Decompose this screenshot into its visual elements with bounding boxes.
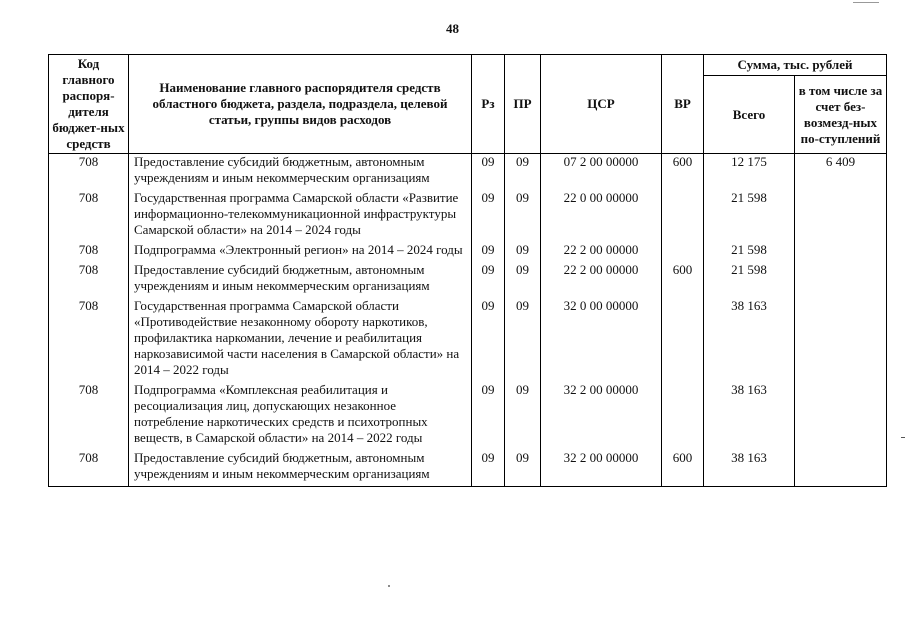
cell-gratuitous (795, 298, 887, 382)
cell-pr: 09 (505, 190, 541, 242)
cell-vr (662, 242, 704, 262)
table-row (49, 450, 887, 487)
table-row (49, 262, 887, 298)
cell-code: 708 (49, 262, 129, 298)
table-header (49, 55, 887, 154)
cell-gratuitous: 6 409 (795, 154, 887, 191)
cell-vr (662, 190, 704, 242)
cell-code: 708 (49, 382, 129, 450)
cell-total: 38 163 (704, 450, 795, 487)
cell-vr: 600 (662, 262, 704, 298)
cell-total: 38 163 (704, 382, 795, 450)
cell-pr: 09 (505, 382, 541, 450)
cell-code: 708 (49, 154, 129, 191)
cell-csr: 22 0 00 00000 (541, 190, 662, 242)
cell-name: Государственная программа Самарской области «Развитие информационно-телекоммуникационной инфраструктуры Самарской области» на 2014 – 2024 годы (129, 190, 472, 242)
cell-csr: 32 0 00 00000 (541, 298, 662, 382)
header-name: Наименование главного распорядителя средств областного бюджета, раздела, подраздела, целевой статьи, группы видов расходов (129, 55, 472, 154)
cell-gratuitous (795, 242, 887, 262)
budget-table (48, 54, 887, 487)
cell-total: 38 163 (704, 298, 795, 382)
corner-scan-mark (853, 2, 879, 3)
header-sum: Сумма, тыс. рублей (704, 55, 887, 76)
cell-rz: 09 (472, 190, 505, 242)
cell-vr (662, 382, 704, 450)
table-body (49, 154, 887, 487)
header-code: Код главного распоря-дителя бюджет-ных средств (49, 55, 129, 154)
cell-csr: 22 2 00 00000 (541, 262, 662, 298)
cell-csr: 07 2 00 00000 (541, 154, 662, 191)
cell-name: Подпрограмма «Комплексная реабилитация и ресоциализация лиц, допускающих незаконное потребление наркотических средств и психотропных веществ, в Самарской области» на 2014 – 2022 годы (129, 382, 472, 450)
cell-pr: 09 (505, 242, 541, 262)
cell-vr: 600 (662, 154, 704, 191)
cell-code: 708 (49, 190, 129, 242)
cell-gratuitous (795, 262, 887, 298)
cell-vr (662, 298, 704, 382)
header-rz: Рз (472, 55, 505, 154)
cell-gratuitous (795, 190, 887, 242)
cell-csr: 32 2 00 00000 (541, 450, 662, 487)
scan-speck (388, 585, 390, 587)
page-number: 48 (446, 21, 459, 36)
cell-name: Предоставление субсидий бюджетным, автономным учреждениям и иным некоммерческим организациям (129, 450, 472, 487)
cell-pr: 09 (505, 262, 541, 298)
header-pr: ПР (505, 55, 541, 154)
table-row (49, 298, 887, 382)
cell-code: 708 (49, 242, 129, 262)
cell-name: Подпрограмма «Электронный регион» на 2014 – 2024 годы (129, 242, 472, 262)
cell-rz: 09 (472, 382, 505, 450)
cell-name: Государственная программа Самарской области «Противодействие незаконному обороту наркотиков, профилактика наркомании, лечение и реабилитация наркозависимой части населения в Самарской области» на 2014 – 2022 годы (129, 298, 472, 382)
header-vr: ВР (662, 55, 704, 154)
header-gratuitous: в том числе за счет без-возмезд-ных по-ступлений (795, 76, 887, 154)
cell-pr: 09 (505, 154, 541, 191)
cell-name: Предоставление субсидий бюджетным, автономным учреждениям и иным некоммерческим организациям (129, 262, 472, 298)
table-row (49, 382, 887, 450)
cell-total: 21 598 (704, 190, 795, 242)
cell-rz: 09 (472, 298, 505, 382)
cell-pr: 09 (505, 450, 541, 487)
cell-total: 21 598 (704, 242, 795, 262)
cell-rz: 09 (472, 450, 505, 487)
cell-vr: 600 (662, 450, 704, 487)
table-row (49, 242, 887, 262)
cell-csr: 32 2 00 00000 (541, 382, 662, 450)
header-total: Всего (704, 76, 795, 154)
cell-name: Предоставление субсидий бюджетным, автономным учреждениям и иным некоммерческим организациям (129, 154, 472, 191)
table-row (49, 190, 887, 242)
cell-total: 12 175 (704, 154, 795, 191)
cell-gratuitous (795, 382, 887, 450)
cell-csr: 22 2 00 00000 (541, 242, 662, 262)
cell-total: 21 598 (704, 262, 795, 298)
cell-pr: 09 (505, 298, 541, 382)
edge-scan-mark (901, 437, 905, 438)
header-csr: ЦСР (541, 55, 662, 154)
cell-rz: 09 (472, 262, 505, 298)
cell-gratuitous (795, 450, 887, 487)
cell-code: 708 (49, 298, 129, 382)
table-row (49, 154, 887, 191)
cell-rz: 09 (472, 154, 505, 191)
cell-code: 708 (49, 450, 129, 487)
cell-rz: 09 (472, 242, 505, 262)
